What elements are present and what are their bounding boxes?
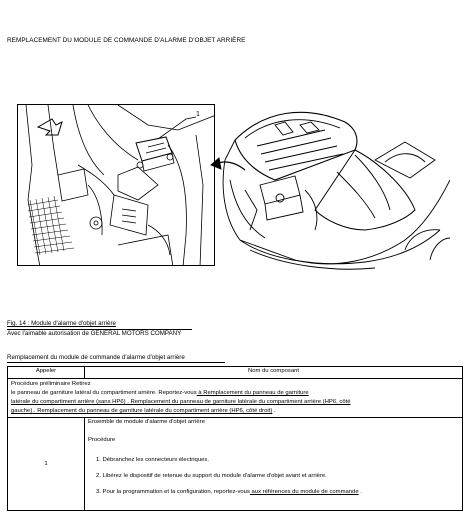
table-row [8, 418, 463, 511]
module-detail-illustration [18, 105, 215, 266]
prelim-link-1b[interactable]: latérale du compartiment arrière (sans HP6) [11, 399, 126, 405]
table-header-row [8, 367, 463, 379]
vehicle-rear-illustration [205, 100, 450, 275]
prelim-link-2b[interactable]: gauche) [11, 408, 33, 414]
procedure-table [7, 366, 463, 511]
prelim-link-1[interactable]: à Remplacement du panneau de garniture [196, 390, 309, 396]
step-3: 3. Pour la programmation et la configuration, reportez-vous [96, 489, 250, 495]
callout-label: 1 [196, 111, 200, 118]
figure-credit: Avec l'aimable autorisation de GENERAL MOTORS COMPANY [7, 330, 182, 337]
row-call-number: 1 [8, 418, 85, 511]
header-call: Appeler [8, 367, 85, 379]
component-name: Ensemble de module d'alarme d'objet arrière [88, 419, 205, 425]
prelim-row [8, 379, 463, 418]
step-1: 1. Débranchez les connecteurs électriques. [96, 457, 209, 463]
table-title-underline [7, 362, 225, 363]
table-title: Remplacement du module de commande d'alarme d'objet arrière [7, 354, 185, 361]
header-component: Nom du composant [85, 367, 463, 379]
prelim-text-2: le panneau de garniture latéral du compartiment arrière. Reportez-vous [11, 390, 197, 396]
prelim-line-1: Procédure préliminaire Retirez [11, 381, 91, 387]
procedure-label: Procédure [88, 437, 116, 443]
figure-detail-frame [17, 104, 215, 266]
prelim-link-3[interactable]: . Remplacement du panneau de garniture latérale du compartiment arrière (HP6, côté droit) [32, 408, 273, 414]
step-2: 2. Libérez le dispositif de retenue du support du module d'alarme d'objet avant et arrière. [96, 473, 327, 479]
figure-caption: Fig. 14 : Module d'alarme d'objet arrière [7, 320, 116, 327]
page-title: REMPLACEMENT DU MODULE DE COMMANDE D'ALARME D'OBJET ARRIÈRE [7, 37, 246, 44]
prelim-end: . [272, 408, 276, 414]
prelim-link-2[interactable]: . Remplacement du panneau de garniture latérale du compartiment arrière (HP6, côté [125, 399, 351, 405]
step-3-link[interactable]: aux références du module de commande [249, 489, 359, 495]
step-3-end: . [358, 489, 362, 495]
